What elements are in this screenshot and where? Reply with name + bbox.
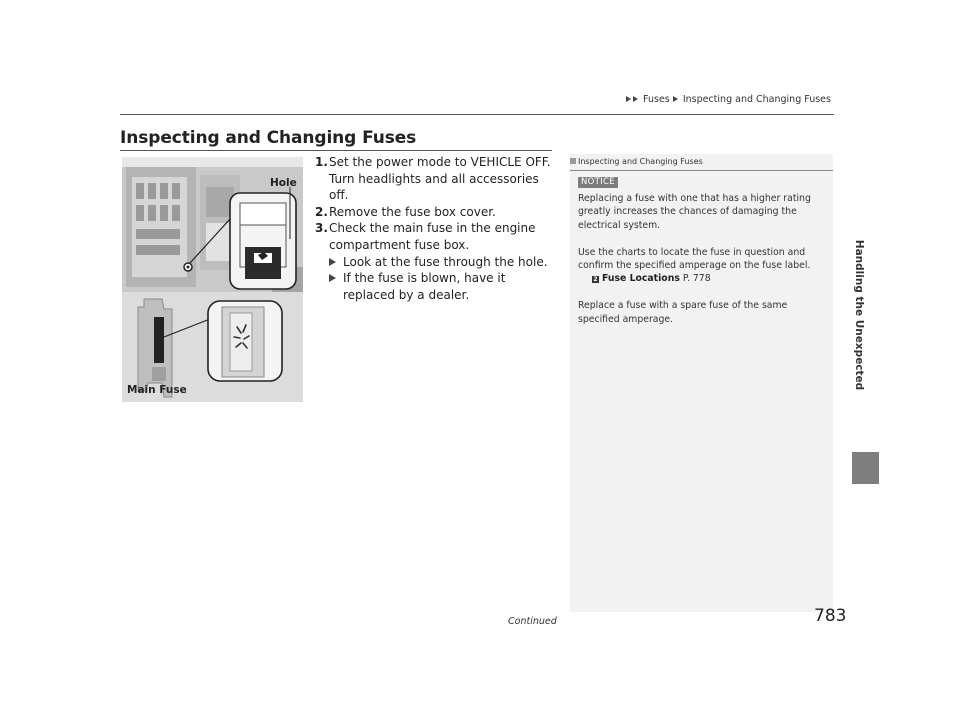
- note-heading-text: Inspecting and Changing Fuses: [578, 157, 703, 166]
- note-paragraph: Replacing a fuse with one that has a higher rating greatly increases the chances of damaging the electrical system.: [578, 193, 811, 231]
- breadcrumb-arrow-icon: [626, 96, 631, 102]
- hole-label: Hole: [270, 177, 297, 189]
- page-title: Inspecting and Changing Fuses: [120, 128, 417, 148]
- step-2: [315, 204, 553, 221]
- bullet-arrow-icon: [329, 258, 336, 266]
- xref-title: Fuse Locations: [602, 273, 680, 285]
- breadcrumb-current: Inspecting and Changing Fuses: [682, 94, 831, 105]
- step-number: 1.: [315, 155, 328, 169]
- xref-page: P. 778: [682, 273, 711, 285]
- sub-step-text: If the fuse is blown, have it replaced by a dealer.: [343, 271, 506, 302]
- title-rule: [120, 150, 552, 151]
- fuse-box-illustration: [122, 157, 303, 402]
- notice-badge: NOTICE: [578, 177, 618, 188]
- step-3: [315, 220, 553, 253]
- main-fuse-label: Main Fuse: [127, 384, 187, 396]
- note-rule: [570, 170, 833, 171]
- steps-list: [315, 154, 553, 303]
- continued-label: Continued: [508, 616, 557, 627]
- step-3-sub-1: [315, 254, 553, 271]
- step-text: Remove the fuse box cover.: [329, 204, 496, 219]
- cross-reference-link[interactable]: [578, 272, 830, 285]
- section-side-label-text: Handling the Unexpected: [853, 239, 865, 391]
- step-number: 2.: [315, 204, 328, 219]
- section-side-label: [846, 180, 872, 450]
- bullet-arrow-icon: [329, 274, 336, 282]
- note-paragraph: Use the charts to locate the fuse in question and confirm the specified amperage on the fuse label.: [578, 246, 811, 272]
- step-text: Check the main fuse in the engine compartment fuse box.: [329, 221, 536, 252]
- note-body: [578, 192, 830, 326]
- section-tab-marker[interactable]: [852, 452, 879, 484]
- reference-arrow-icon: 2: [593, 276, 598, 284]
- sub-step-text: Look at the fuse through the hole.: [343, 254, 548, 269]
- breadcrumb-arrow-icon: [673, 96, 678, 102]
- step-3-sub-2: [315, 270, 553, 303]
- breadcrumb: [626, 94, 831, 105]
- page-number: 783: [814, 606, 847, 626]
- breadcrumb-arrow-icon: [633, 96, 638, 102]
- step-number: 3.: [315, 221, 328, 236]
- note-heading: [570, 157, 703, 166]
- note-paragraph: Replace a fuse with a spare fuse of the same specified amperage.: [578, 300, 788, 325]
- fuse-box-drawing: [122, 157, 303, 402]
- step-text: Set the power mode to VEHICLE OFF. Turn headlights and all accessories off.: [329, 155, 551, 203]
- breadcrumb-parent[interactable]: Fuses: [643, 94, 670, 105]
- header-rule: [120, 114, 834, 115]
- note-marker-icon: [570, 158, 576, 164]
- step-1: [315, 154, 553, 204]
